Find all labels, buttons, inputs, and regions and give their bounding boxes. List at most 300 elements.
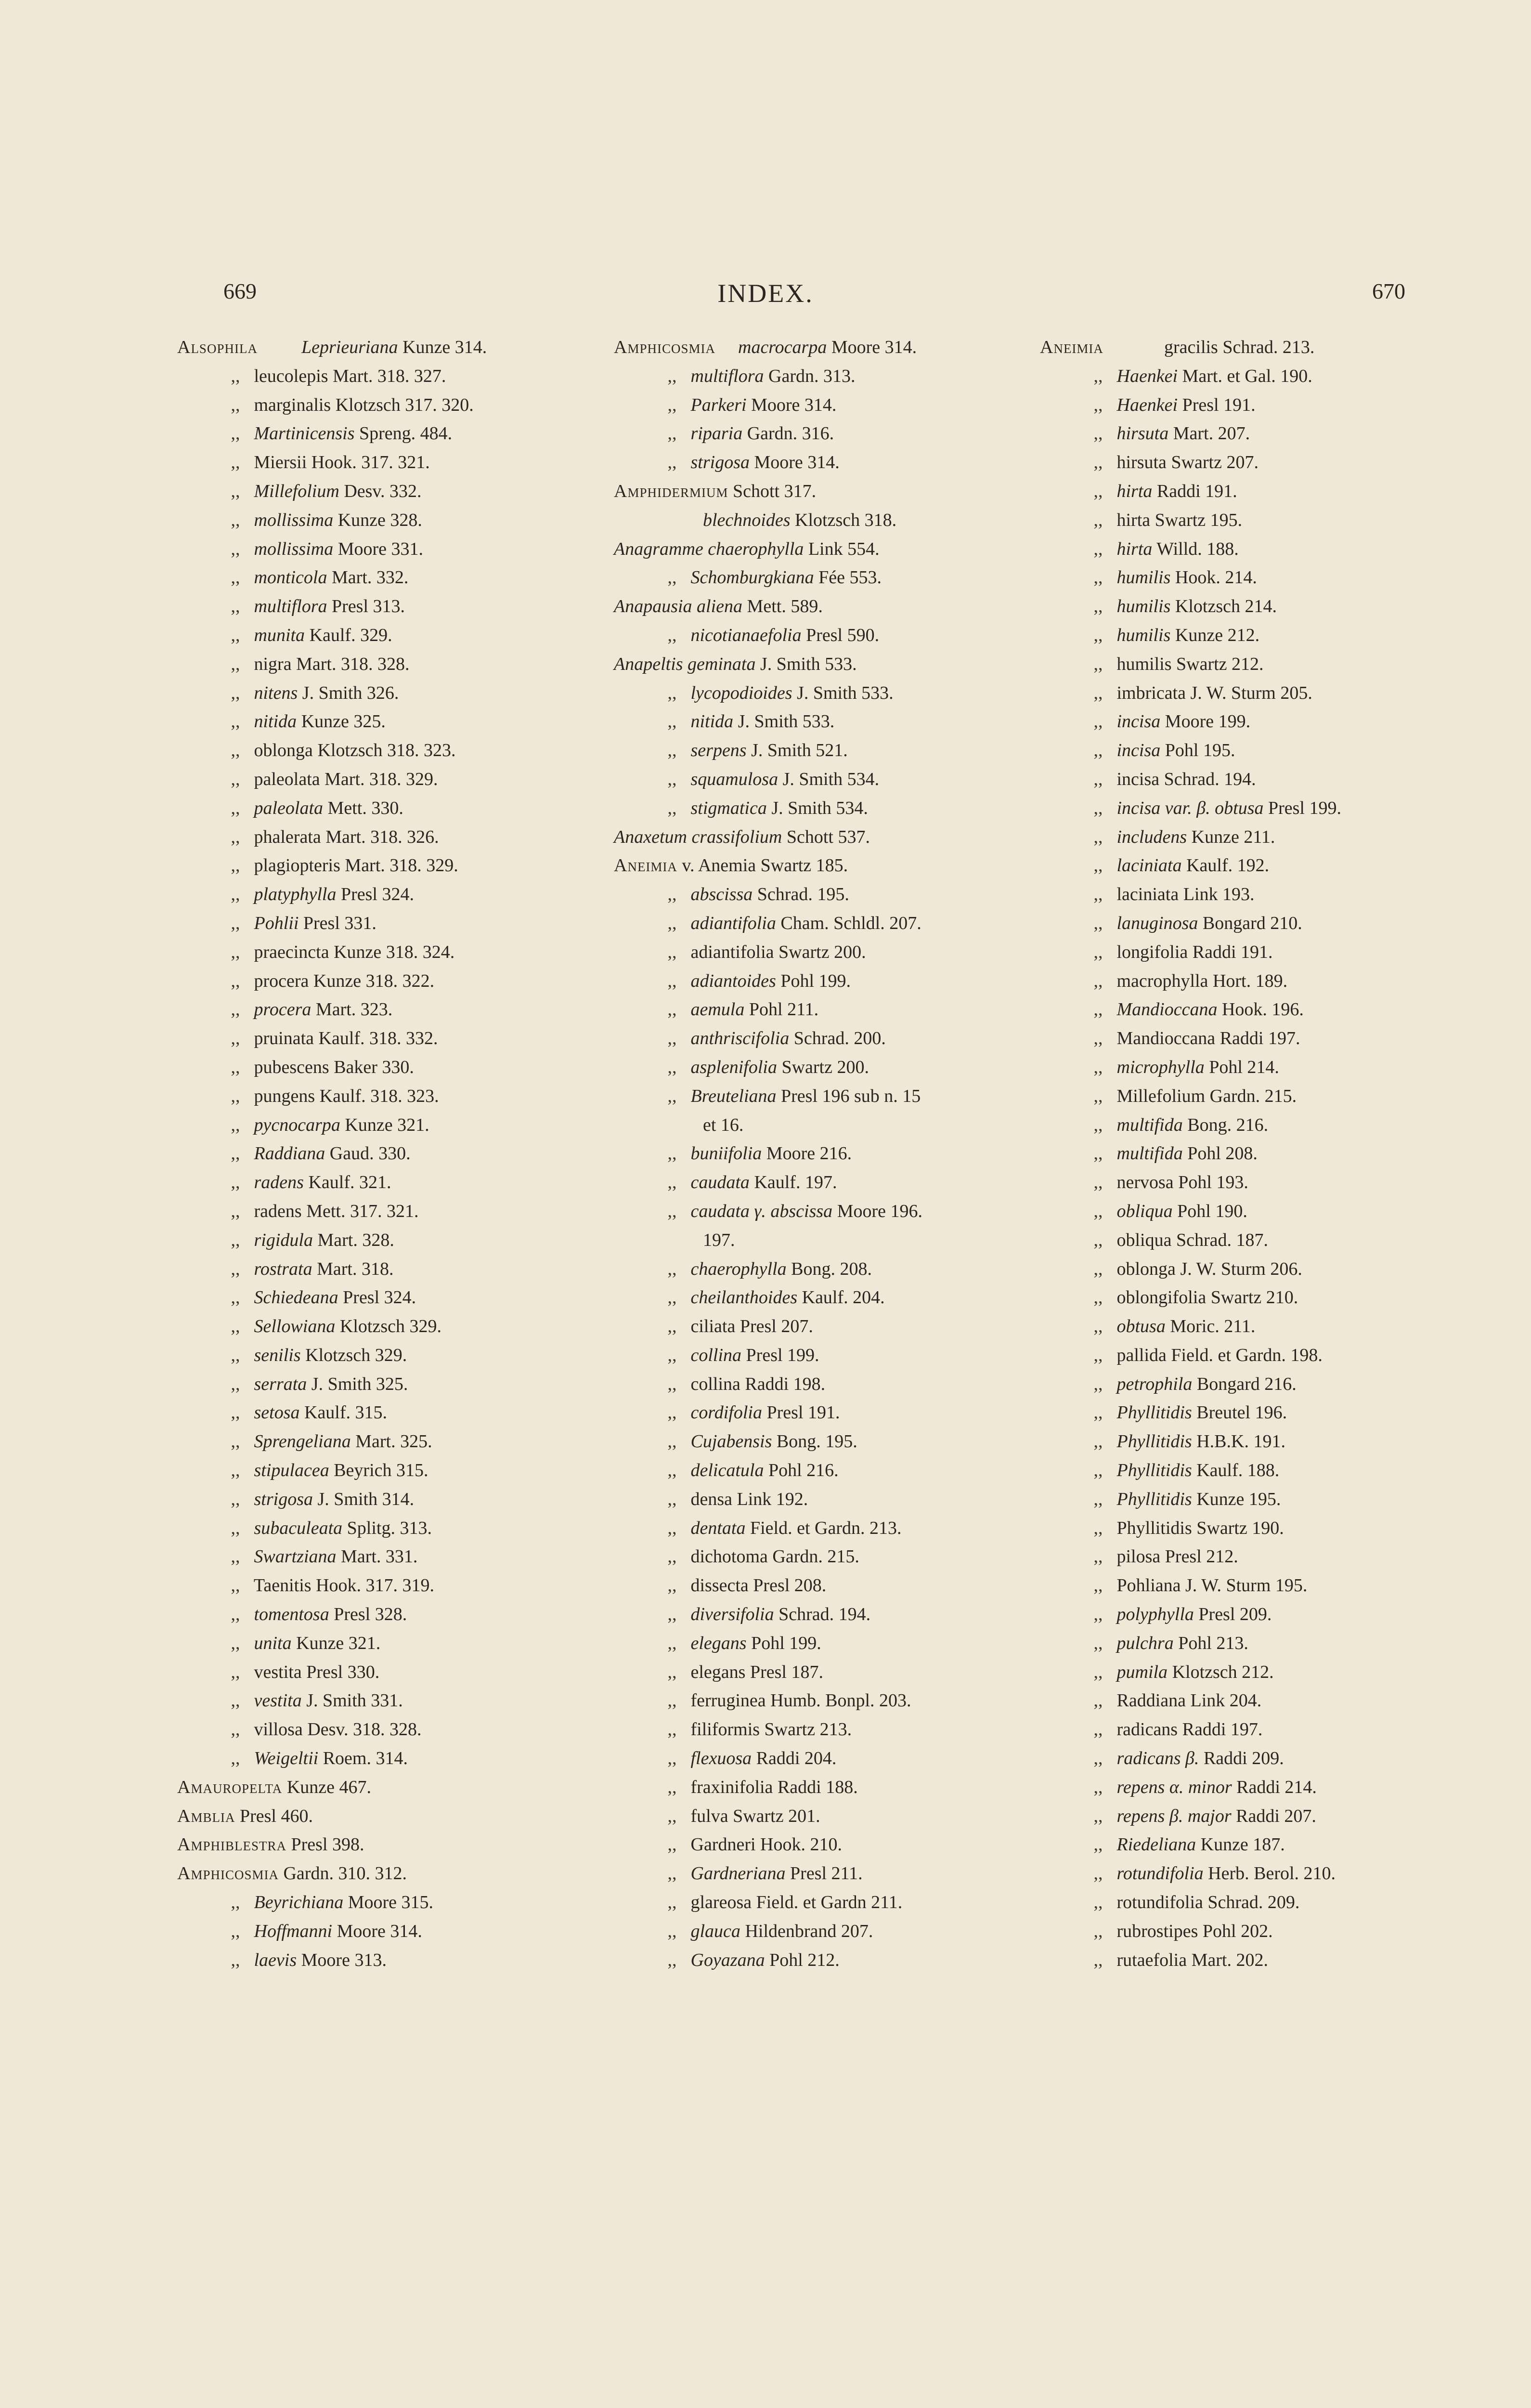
index-column-1 [177, 333, 601, 1975]
species-epithet: procera [254, 970, 309, 991]
authority-and-pages: 197. [703, 1230, 735, 1250]
index-entry [614, 1139, 1038, 1168]
authority-and-pages: Moore 313. [301, 1950, 387, 1970]
authority-and-pages: Schott 317. [732, 481, 817, 501]
index-entry [614, 823, 1038, 852]
ditto-mark: ,, [1093, 538, 1103, 559]
ditto-mark: ,, [667, 798, 677, 818]
ditto-mark: ,, [1093, 596, 1103, 617]
index-entry [1040, 909, 1464, 938]
authority-and-pages: Field. et Gardn 211. [756, 1892, 903, 1913]
authority-and-pages: Schrad. 194. [778, 1604, 871, 1625]
authority-and-pages: Swartz 210. [1210, 1287, 1298, 1308]
index-entry [614, 1715, 1038, 1744]
authority-and-pages: Link 554. [808, 538, 880, 559]
species-epithet: pilosa [1116, 1546, 1161, 1567]
species-epithet: pycnocarpa [254, 1114, 340, 1135]
species-epithet: gracilis [1164, 337, 1218, 357]
index-entry [1040, 1399, 1464, 1427]
authority-and-pages: Kunze 187. [1200, 1834, 1285, 1855]
authority-and-pages: J. W. Sturm 205. [1190, 682, 1312, 703]
species-epithet: glauca [690, 1921, 740, 1941]
authority-and-pages: Presl 199. [1268, 798, 1341, 818]
index-entry [1040, 1255, 1464, 1284]
index-entry [177, 765, 601, 794]
authority-and-pages: Mart. 318. 328. [296, 654, 410, 674]
index-entry [177, 1744, 601, 1773]
species-epithet: Beyrichiana [254, 1892, 344, 1913]
species-epithet: radicans [1116, 1719, 1178, 1740]
authority-and-pages: Link 204. [1190, 1690, 1262, 1711]
authority-and-pages: Raddi 191. [1192, 942, 1273, 962]
ditto-mark: ,, [667, 1690, 677, 1711]
index-entry [614, 736, 1038, 765]
ditto-mark: ,, [1093, 1086, 1103, 1106]
ditto-mark: ,, [231, 711, 240, 732]
ditto-mark: ,, [231, 1287, 240, 1308]
species-epithet: dichotoma [690, 1546, 768, 1567]
index-entry [614, 1456, 1038, 1485]
authority-and-pages: Presl 460. [239, 1806, 313, 1826]
ditto-mark: ,, [667, 913, 677, 933]
species-epithet: Riedeliana [1116, 1834, 1196, 1855]
species-epithet: Raddiana [1116, 1690, 1186, 1711]
authority-and-pages: Presl 331. [303, 913, 376, 933]
ditto-mark: ,, [231, 884, 240, 905]
species-epithet: incisa [1116, 711, 1161, 732]
species-epithet: Miersii [254, 452, 307, 473]
index-entry [614, 967, 1038, 996]
species-epithet: lanuginosa [1116, 913, 1198, 933]
species-epithet: hirta [1116, 510, 1151, 530]
authority-and-pages: Raddi 198. [745, 1374, 826, 1394]
authority-and-pages: Mart. 318. 329. [324, 769, 438, 789]
species-epithet: includens [1116, 826, 1187, 847]
authority-and-pages: J. Smith 326. [302, 682, 399, 703]
species-epithet: fulva [690, 1806, 728, 1826]
species-epithet: obliqua [1116, 1230, 1172, 1250]
authority-and-pages: Klotzsch 317. 320. [335, 394, 474, 415]
authority-and-pages: Raddi 197. [1182, 1719, 1263, 1740]
index-entry [614, 419, 1038, 448]
authority-and-pages: Kaulf. 321. [308, 1172, 391, 1193]
species-epithet: mollissima [254, 538, 334, 559]
index-entry [614, 477, 1038, 506]
ditto-mark: ,, [1093, 366, 1103, 386]
ditto-mark: ,, [667, 1719, 677, 1740]
index-entry [177, 650, 601, 679]
index-entry [614, 1571, 1038, 1600]
index-entry [614, 1370, 1038, 1399]
index-entry [177, 851, 601, 880]
ditto-mark: ,, [1093, 1489, 1103, 1509]
ditto-mark: ,, [667, 970, 677, 991]
ditto-mark: ,, [1093, 1431, 1103, 1452]
authority-and-pages: Mart. et Gal. 190. [1182, 366, 1312, 386]
genus-name: Amauropelta [177, 1777, 283, 1797]
species-epithet: Haenkei [1116, 366, 1178, 386]
species-epithet: strigosa [690, 452, 750, 473]
authority-and-pages: Schrad. 200. [793, 1028, 886, 1049]
authority-and-pages: Moore 331. [337, 538, 424, 559]
index-entry [177, 1543, 601, 1571]
index-entry [1040, 1888, 1464, 1917]
ditto-mark: ,, [1093, 682, 1103, 703]
authority-and-pages: Pohl 202. [1202, 1921, 1273, 1941]
authority-and-pages: Kunze 328. [337, 510, 422, 530]
species-epithet: serrata [254, 1374, 307, 1394]
authority-and-pages: Presl 398. [291, 1834, 364, 1855]
index-entry [177, 1629, 601, 1658]
authority-and-pages: Kunze 211. [1191, 826, 1275, 847]
species-epithet: elegans [690, 1633, 747, 1653]
index-entry [1040, 1197, 1464, 1226]
index-entry [177, 736, 601, 765]
authority-and-pages: Klotzsch 214. [1175, 596, 1277, 617]
index-entry [1040, 1802, 1464, 1831]
authority-and-pages: Gardn. 215. [772, 1546, 859, 1567]
ditto-mark: ,, [1093, 1287, 1103, 1308]
index-entry [177, 1485, 601, 1514]
index-entry [614, 707, 1038, 736]
authority-and-pages: J. W. Sturm 195. [1185, 1575, 1308, 1596]
species-epithet: humilis [1116, 567, 1171, 588]
authority-and-pages: Kaulf. 192. [1186, 855, 1270, 876]
authority-and-pages: Kaulf. 318. 323. [319, 1086, 439, 1106]
species-epithet: squamulosa [690, 769, 778, 789]
authority-and-pages: Mart. 318. 327. [333, 366, 446, 386]
index-entry [614, 1888, 1038, 1917]
species-epithet: serpens [690, 740, 747, 761]
species-epithet: Breuteliana [690, 1086, 777, 1106]
ditto-mark: ,, [667, 625, 677, 645]
index-entry [177, 909, 601, 938]
ditto-mark: ,, [231, 1143, 240, 1164]
authority-and-pages: Field. et Gardn. 213. [750, 1518, 902, 1538]
index-entry [614, 851, 1038, 880]
species-epithet: asplenifolia [690, 1057, 777, 1077]
ditto-mark: ,, [1093, 510, 1103, 530]
authority-and-pages: Pohl 199. [780, 970, 851, 991]
index-entry [1040, 1139, 1464, 1168]
index-entry [177, 679, 601, 708]
ditto-mark: ,, [667, 1546, 677, 1567]
ditto-mark: ,, [1093, 1143, 1103, 1164]
authority-and-pages: Moore 315. [348, 1892, 434, 1913]
species-epithet: Millefolium [254, 481, 339, 501]
species-epithet: hirta [1116, 538, 1153, 559]
species-epithet: buniifolia [690, 1143, 762, 1164]
index-entry [614, 1168, 1038, 1197]
species-epithet: setosa [254, 1402, 300, 1423]
species-epithet: mollissima [254, 510, 334, 530]
index-entry [177, 1283, 601, 1312]
species-epithet: polyphylla [1116, 1604, 1194, 1625]
index-entry [1040, 1427, 1464, 1456]
species-epithet: radicans β. [1116, 1748, 1199, 1769]
ditto-mark: ,, [1093, 1028, 1103, 1049]
ditto-mark: ,, [667, 1460, 677, 1481]
index-entry [177, 592, 601, 621]
index-entry [1040, 1629, 1464, 1658]
index-entry [1040, 1543, 1464, 1571]
ditto-mark: ,, [231, 1633, 240, 1653]
authority-and-pages: Hook. 196. [1221, 999, 1304, 1020]
authority-and-pages: Presl 212. [1165, 1546, 1238, 1567]
index-entry [614, 765, 1038, 794]
index-entry [1040, 1312, 1464, 1341]
index-entry [614, 506, 1038, 535]
ditto-mark: ,, [667, 1201, 677, 1221]
species-epithet: cheilanthoides [690, 1287, 798, 1308]
species-epithet: adiantifolia [690, 942, 774, 962]
authority-and-pages: J. W. Sturm 206. [1180, 1258, 1302, 1279]
ditto-mark: ,, [1093, 884, 1103, 905]
species-epithet: Phyllitidis [1116, 1402, 1192, 1423]
ditto-mark: ,, [231, 999, 240, 1020]
ditto-mark: ,, [1093, 1057, 1103, 1077]
authority-and-pages: Beyrich 315. [334, 1460, 428, 1481]
species-epithet: pubescens [254, 1057, 329, 1077]
species-epithet: nitida [254, 711, 297, 732]
species-epithet: densa [690, 1489, 733, 1509]
species-epithet: radens [254, 1201, 302, 1221]
species-epithet: humilis [1116, 596, 1171, 617]
index-entry [614, 1543, 1038, 1571]
ditto-mark: ,, [1093, 1834, 1103, 1855]
species-epithet: paleolata [254, 798, 324, 818]
ditto-mark: ,, [231, 1057, 240, 1077]
ditto-mark: ,, [667, 1806, 677, 1826]
species-epithet: pungens [254, 1086, 315, 1106]
species-epithet: fraxinifolia [690, 1777, 773, 1797]
authority-and-pages: Presl 211. [790, 1863, 863, 1884]
authority-and-pages: Mart. 318. 329. [345, 855, 458, 876]
species-epithet: blechnoides [703, 510, 791, 530]
index-entry [177, 1082, 601, 1111]
index-entry [614, 938, 1038, 967]
authority-and-pages: J. Smith 534. [771, 798, 868, 818]
genus-name: Amphidermium [614, 481, 728, 501]
authority-and-pages: Baker 330. [334, 1057, 414, 1077]
authority-and-pages: Raddi 204. [756, 1748, 837, 1769]
authority-and-pages: Moore 196. [837, 1201, 922, 1221]
index-entry [177, 1773, 601, 1802]
index-entry [177, 1917, 601, 1946]
index-entry [1040, 1168, 1464, 1197]
authority-and-pages: Splitg. 313. [347, 1518, 432, 1538]
authority-and-pages: Cham. Schldl. 207. [780, 913, 921, 933]
ditto-mark: ,, [1093, 999, 1103, 1020]
ditto-mark: ,, [1093, 1201, 1103, 1221]
species-epithet: rigidula [254, 1230, 313, 1250]
authority-and-pages: Kunze 318. 324. [334, 942, 455, 962]
species-epithet: collina [690, 1374, 740, 1394]
species-epithet: multiflora [690, 366, 764, 386]
species-epithet: phalerata [254, 826, 321, 847]
authority-and-pages: Presl 324. [340, 884, 414, 905]
ditto-mark: ,, [667, 1863, 677, 1884]
authority-and-pages: Raddi 214. [1236, 1777, 1317, 1797]
ditto-mark: ,, [231, 1201, 240, 1221]
index-entry [177, 1687, 601, 1715]
species-epithet: obtusa [1116, 1316, 1166, 1337]
species-epithet: hirta [1116, 481, 1153, 501]
index-entry [177, 506, 601, 535]
index-entry [1040, 967, 1464, 996]
ditto-mark: ,, [667, 884, 677, 905]
species-epithet: laciniata [1116, 855, 1182, 876]
ditto-mark: ,, [667, 1402, 677, 1423]
authority-and-pages: Hook. 317. 321. [311, 452, 430, 473]
authority-and-pages: Moore 314. [751, 394, 837, 415]
index-entry [1040, 823, 1464, 852]
authority-and-pages: Mart. 318. 326. [325, 826, 439, 847]
ditto-mark: ,, [231, 1431, 240, 1452]
index-entry [177, 1312, 601, 1341]
ditto-mark: ,, [667, 1374, 677, 1394]
authority-and-pages: Desv. 332. [344, 481, 422, 501]
ditto-mark: ,, [667, 1633, 677, 1653]
species-epithet: radens [254, 1172, 304, 1193]
index-entry [177, 1197, 601, 1226]
ditto-mark: ,, [231, 452, 240, 473]
index-entry [614, 391, 1038, 420]
index-entry [1040, 707, 1464, 736]
index-entry [177, 880, 601, 909]
ditto-mark: ,, [1093, 1345, 1103, 1365]
ditto-mark: ,, [231, 1719, 240, 1740]
ditto-mark: ,, [1093, 1374, 1103, 1394]
species-epithet: rotundifolia [1116, 1892, 1203, 1913]
species-epithet: vestita [254, 1662, 302, 1682]
index-entry [177, 1168, 601, 1197]
ditto-mark: ,, [667, 1748, 677, 1769]
species-epithet: adiantifolia [690, 913, 776, 933]
ditto-mark: ,, [231, 740, 240, 761]
index-entry [1040, 794, 1464, 823]
index-entry [177, 563, 601, 592]
species-epithet: hirsuta [1116, 423, 1169, 444]
running-title: INDEX. [717, 279, 814, 308]
ditto-mark: ,, [231, 1086, 240, 1106]
authority-and-pages: Raddi 207. [1236, 1806, 1316, 1826]
index-entry [614, 1773, 1038, 1802]
species-epithet: oblonga [254, 740, 313, 761]
ditto-mark: ,, [231, 682, 240, 703]
ditto-mark: ,, [231, 510, 240, 530]
authority-and-pages: Pohl 190. [1177, 1201, 1247, 1221]
ditto-mark: ,, [231, 855, 240, 876]
ditto-mark: ,, [1093, 1172, 1103, 1193]
ditto-mark: ,, [667, 682, 677, 703]
authority-and-pages: Mart. 318. [317, 1258, 394, 1279]
authority-and-pages: Kaulf. 197. [754, 1172, 837, 1193]
index-entry [177, 794, 601, 823]
authority-and-pages: H.B.K. 191. [1196, 1431, 1285, 1452]
authority-and-pages: Presl 191. [766, 1402, 840, 1423]
ditto-mark: ,, [231, 538, 240, 559]
ditto-mark: ,, [1093, 740, 1103, 761]
species-epithet: leucolepis [254, 366, 328, 386]
authority-and-pages: Kunze 314. [402, 337, 487, 357]
ditto-mark: ,, [231, 1748, 240, 1769]
authority-and-pages: Presl 207. [740, 1316, 813, 1337]
index-entry [177, 1888, 601, 1917]
species-epithet: rotundifolia [1116, 1863, 1204, 1884]
index-entry [614, 1485, 1038, 1514]
authority-and-pages: J. Smith 533. [760, 654, 857, 674]
authority-and-pages: J. Smith 533. [797, 682, 894, 703]
genus-name: Amphicosmia [614, 337, 715, 357]
page-header [0, 278, 1531, 312]
ditto-mark: ,, [231, 423, 240, 444]
index-entry [1040, 679, 1464, 708]
authority-and-pages: Klotzsch 329. [305, 1345, 407, 1365]
ditto-mark: ,, [667, 1604, 677, 1625]
species-epithet: Hoffmanni [254, 1921, 333, 1941]
authority-and-pages: Schrad. 195. [757, 884, 849, 905]
ditto-mark: ,, [667, 769, 677, 789]
authority-and-pages: Kaulf. 329. [309, 625, 392, 645]
ditto-mark: ,, [1093, 769, 1103, 789]
species-epithet: rutaefolia [1116, 1950, 1187, 1970]
species-epithet: tomentosa [254, 1604, 329, 1625]
index-entry [177, 1831, 601, 1859]
ditto-mark: ,, [231, 1892, 240, 1913]
index-entry [177, 1514, 601, 1543]
index-entry [177, 1946, 601, 1975]
authority-and-pages: Mett. 317. 321. [306, 1201, 419, 1221]
authority-and-pages: Mart. 331. [341, 1546, 418, 1567]
ditto-mark: ,, [667, 1662, 677, 1682]
ditto-mark: ,, [231, 1402, 240, 1423]
authority-and-pages: Hildenbrand 207. [745, 1921, 873, 1941]
authority-and-pages: Kunze 195. [1196, 1489, 1281, 1509]
species-epithet: Phyllitidis [1116, 1518, 1192, 1538]
species-epithet: pulchra [1116, 1633, 1174, 1653]
species-epithet: repens β. major [1116, 1806, 1232, 1826]
authority-and-pages: Field. et Gardn. 198. [1171, 1345, 1323, 1365]
species-epithet: macrocarpa [738, 337, 827, 357]
species-epithet: diversifolia [690, 1604, 774, 1625]
species-epithet: nervosa [1116, 1172, 1174, 1193]
ditto-mark: ,, [1093, 1258, 1103, 1279]
species-epithet: filiformis [690, 1719, 760, 1740]
index-entry [177, 391, 601, 420]
species-epithet: macrophylla [1116, 970, 1208, 991]
species-epithet: multifida [1116, 1114, 1183, 1135]
ditto-mark: ,, [231, 1316, 240, 1337]
index-entry [1040, 880, 1464, 909]
index-entry [1040, 535, 1464, 564]
index-entry [1040, 1658, 1464, 1687]
authority-and-pages: Kunze 321. [345, 1114, 429, 1135]
authority-and-pages: Mett. 589. [747, 596, 823, 617]
species-epithet: rostrata [254, 1258, 312, 1279]
page-number-left: 669 [223, 279, 257, 303]
index-entry [614, 1744, 1038, 1773]
ditto-mark: ,, [231, 1950, 240, 1970]
ditto-mark: ,, [667, 1287, 677, 1308]
ditto-mark: ,, [231, 1546, 240, 1567]
ditto-mark: ,, [231, 1114, 240, 1135]
index-entry [177, 1802, 601, 1831]
species-epithet: marginalis [254, 394, 331, 415]
ditto-mark: ,, [1093, 654, 1103, 674]
species-epithet: Phyllitidis [1116, 1431, 1192, 1452]
ditto-mark: ,, [231, 1172, 240, 1193]
